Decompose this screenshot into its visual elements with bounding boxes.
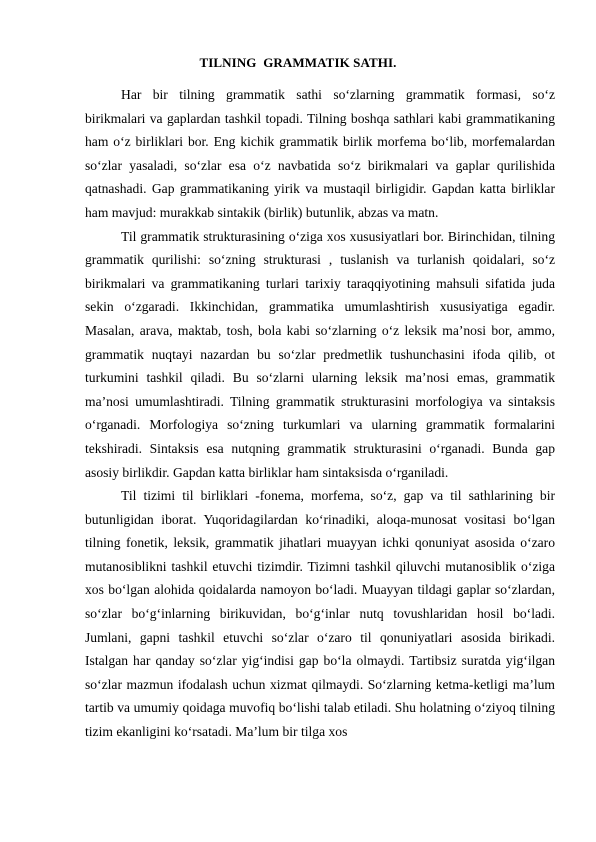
paragraph-2: Til grammatik strukturasining o‘ziga xos xususiyatlari bor. Birinchidan, tilning grammatik qurilishi: so‘zning strukturasi , tuslanish va turlanish qoidalari, so‘z birikmalari va grammatikaning turlari tarixiy taraqqiyotining mahsuli sifatida juda sekin o‘zgaradi. Ikkinchidan, grammatika umumlashtirish xususiyatiga egadir. Masalan, arava, maktab, tosh, bola kabi so‘zlarning o‘z leksik ma’nosi bor, ammo, grammatik nuqtayi nazardan bu so‘zlar predmetlik tushunchasini ifoda qilib, ot turkumini tashkil qiladi. Bu so‘zlarni ularning leksik ma’nosi emas, grammatik ma’nosi umumlashtiradi. Tilning grammatik strukturasini morfologiya va sintaksis o‘rganadi. Morfologiya so‘zning turkumlari va ularning grammatik formalarini tekshiradi. Sintaksis esa nutqning grammatik strukturasini o‘rganadi. Bunda gap asosiy birlikdir. Gapdan katta birliklar ham sintaksisda o‘rganiladi. (85, 228, 555, 480)
paragraph-1: Har bir tilning grammatik sathi so‘zlarning grammatik formasi, so‘z birikmalari va gaplardan tashkil topadi. Tilning boshqa sathlari kabi grammatikaning ham o‘z birliklari bor. Eng kichik grammatik birlik morfema bo‘lib, morfemalardan so‘zlar yasaladi, so‘zlar esa o‘z navbatida so‘z birikmalari va gaplar qurilishida qatnashadi. Gap grammatikaning yirik va mustaqil birligidir. Gapdan katta birliklar ham mavjud: murakkab sintakik (birlik) butunlik, abzas va matn. (85, 87, 555, 220)
page-title: TILNING GRAMMATIK SATHI. (199, 55, 397, 70)
document-body (85, 83, 555, 744)
paragraph-3: Til tizimi til birliklari -fonema, morfema, so‘z, gap va til sathlarining bir butunligidan iborat. Yuqoridagilardan ko‘rinadiki, aloqa-munosat vositasi bo‘lgan tilning fonetik, leksik, grammatik jihatlari muayyan ichki qonuniyat asosida o‘zaro mutanosiblikni tashkil etuvchi tizimdir. Tizimni tashkil qiluvchi mutanosiblik o‘ziga xos bo‘lgan alohida qoidalarda namoyon bo‘ladi. Muayyan tildagi gaplar so‘zlardan, so‘zlar bo‘g‘inlarning birikuvidan, bo‘g‘inlar nutq tovushlaridan hosil bo‘ladi. Jumlani, gapni tashkil etuvchi so‘zlar o‘zaro til qonuniyatlari asosida birikadi. Istalgan har qanday so‘zlar yig‘indisi gap bo‘la olmaydi. Tartibsiz suratda yig‘ilgan so‘zlar mazmun ifodalash uchun xizmat qilmaydi. So‘zlarning ketma-ketligi ma’lum tartib va umumiy qoidaga muvofiq bo‘lishi talab etiladi. Shu holatning o‘ziyoq tilning tizim ekanligini ko‘rsatadi. Ma’lum bir tilga xos (85, 488, 555, 740)
